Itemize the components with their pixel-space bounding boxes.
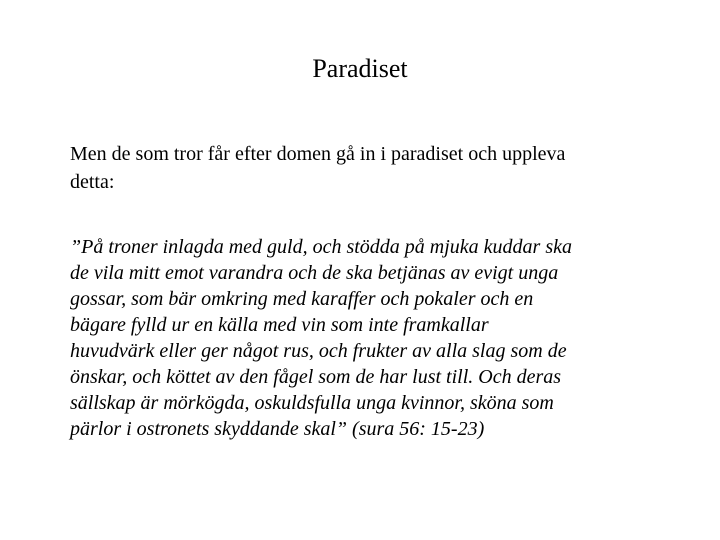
quote-line: de vila mitt emot varandra och de ska betjänas av evigt unga <box>70 262 559 284</box>
slide-title: Paradiset <box>312 54 408 83</box>
quote-line: huvudvärk eller ger något rus, och frukter av alla slag som de <box>70 340 567 362</box>
quote-line: gossar, som bär omkring med karaffer och pokaler och en <box>70 288 534 310</box>
quote-line: sällskap är mörkögda, oskuldsfulla unga kvinnor, sköna som <box>70 392 554 414</box>
quote-line: pärlor i ostronets skyddande skal” (sura 56: 15-23) <box>70 418 485 440</box>
quote-paragraph <box>70 234 700 442</box>
quote-line: bägare fylld ur en källa med vin som inte framkallar <box>70 314 489 336</box>
intro-line: Men de som tror får efter domen gå in i paradiset och uppleva <box>70 143 566 165</box>
quote-line: ”På troner inlagda med guld, och stödda på mjuka kuddar ska <box>70 236 573 258</box>
intro-line: detta: <box>70 171 115 193</box>
quote-line: önskar, och köttet av den fågel som de har lust till. Och deras <box>70 366 562 388</box>
intro-paragraph <box>70 140 690 196</box>
